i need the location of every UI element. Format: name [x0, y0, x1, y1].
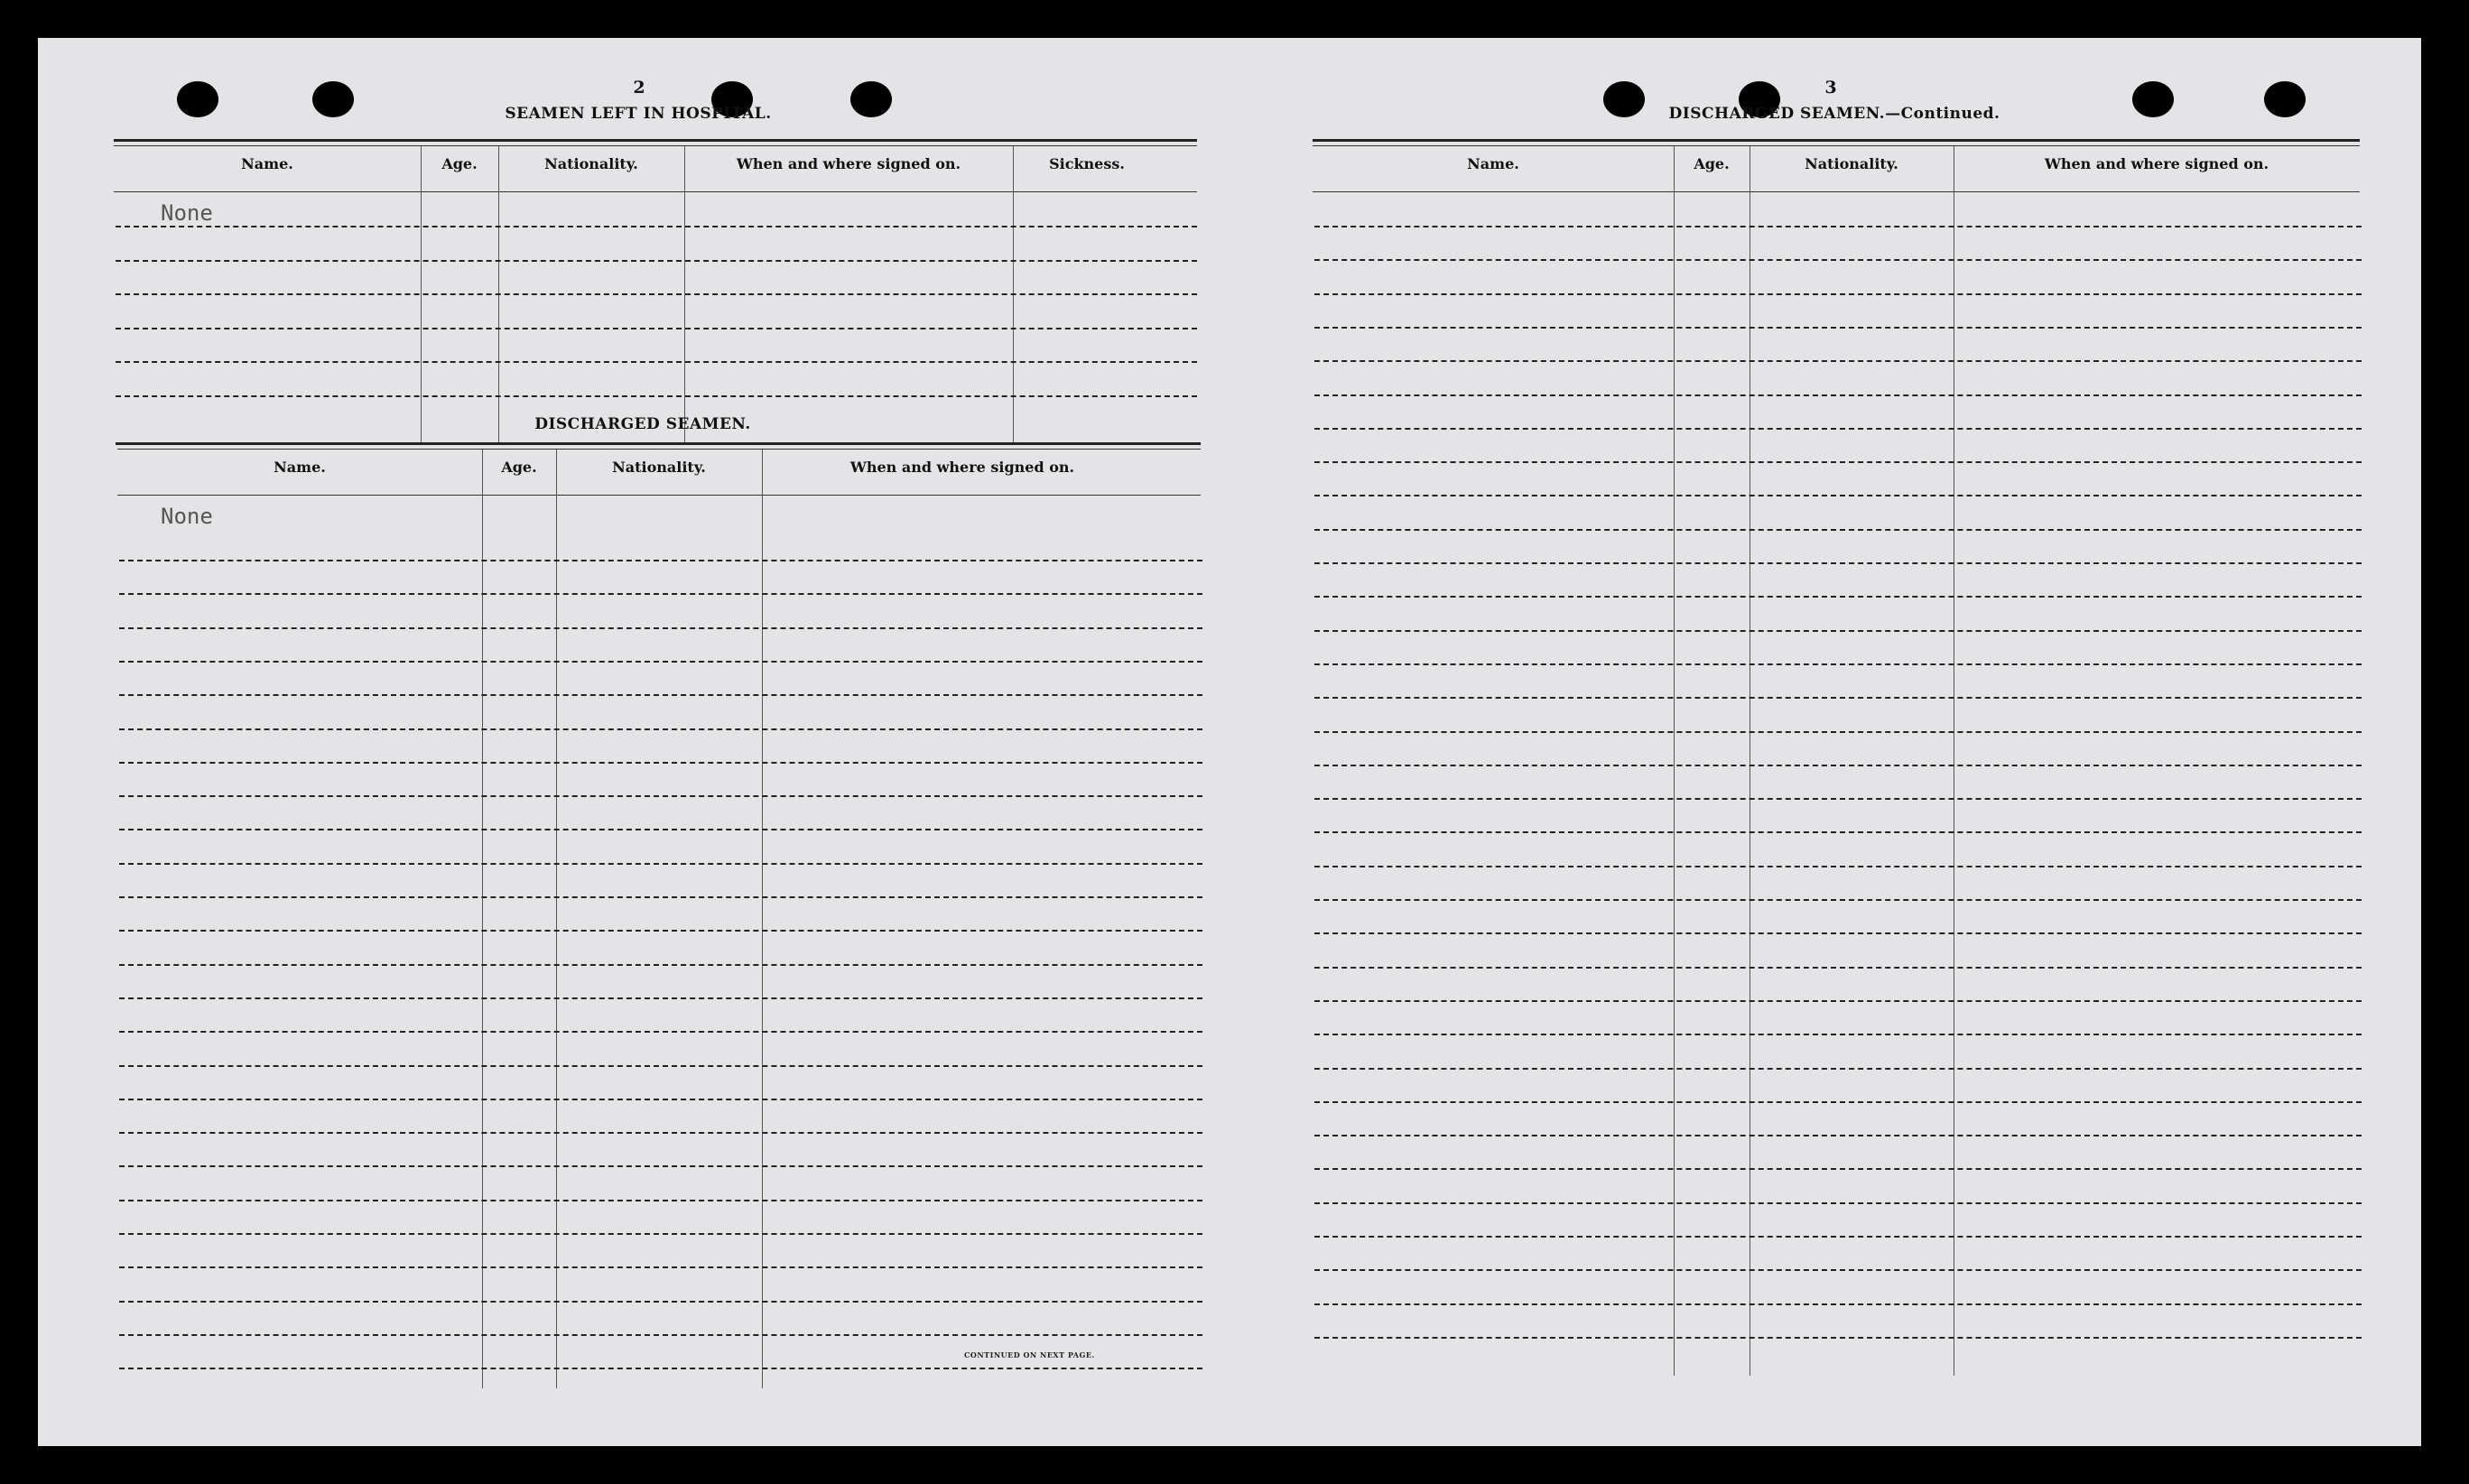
ruled-line [119, 1200, 1202, 1201]
ruled-line [1314, 1101, 2362, 1103]
ruled-line [1314, 1168, 2362, 1170]
ruled-line [119, 661, 1202, 663]
ruled-line [1314, 731, 2362, 733]
ruled-line [1314, 1337, 2362, 1339]
ruled-line [119, 593, 1202, 595]
discharged-col-age: Age. [501, 459, 537, 476]
page-number-left: 2 [633, 78, 645, 97]
right-section-title [1663, 105, 2006, 123]
ruled-line [1314, 765, 2362, 766]
page-number-right: 3 [1824, 78, 1837, 97]
hospital-entry-none: None [161, 200, 213, 226]
ruled-line [119, 1132, 1202, 1134]
ruled-line [1314, 1034, 2362, 1035]
ruled-line [116, 361, 1197, 363]
hospital-col-name: Name. [241, 155, 293, 172]
ruled-line [1314, 1202, 2362, 1204]
ruled-line [1314, 1236, 2362, 1238]
ruled-line [1314, 967, 2362, 969]
ruled-line [1314, 529, 2362, 531]
ruled-line [119, 1368, 1202, 1369]
ruled-line [116, 226, 1197, 227]
ruled-line [116, 260, 1197, 262]
punch-hole [850, 81, 892, 117]
ruled-line [116, 328, 1197, 329]
ruled-line [1314, 932, 2362, 934]
ruled-line [1314, 798, 2362, 800]
discharged-col-nationality: Nationality. [612, 459, 706, 476]
right-section-title-main: DISCHARGED SEAMEN. [1668, 105, 1886, 123]
hospital-section-title: SEAMEN LEFT IN HOSPITAL. [505, 105, 772, 123]
ruled-line [119, 930, 1202, 932]
ruled-line [116, 293, 1197, 295]
right-col-nationality: Nationality. [1805, 155, 1898, 172]
ruled-line [119, 694, 1202, 696]
ruled-line [1314, 663, 2362, 665]
ruled-line [1314, 1269, 2362, 1271]
ruled-line [1314, 293, 2362, 295]
discharged-col-name: Name. [274, 459, 326, 476]
ruled-line [119, 1165, 1202, 1167]
ruled-line [119, 964, 1202, 966]
ruled-line [119, 728, 1202, 730]
ruled-line [119, 1301, 1202, 1303]
discharged-entry-none: None [161, 504, 213, 529]
ruled-line [119, 829, 1202, 830]
ruled-line [119, 1065, 1202, 1067]
ruled-line [1314, 327, 2362, 329]
punch-hole [2132, 81, 2174, 117]
ruled-line [119, 863, 1202, 865]
ruled-line [1314, 394, 2362, 396]
right-col-age: Age. [1694, 155, 1730, 172]
ruled-line [1314, 1135, 2362, 1136]
ruled-line [119, 1099, 1202, 1100]
ruled-line [1314, 630, 2362, 632]
ruled-line [1314, 461, 2362, 463]
punch-hole [2264, 81, 2306, 117]
hospital-col-sickness: Sickness. [1049, 155, 1125, 172]
ruled-line [116, 395, 1197, 397]
right-top-rule [1313, 139, 2360, 142]
ruled-line [119, 762, 1202, 764]
ruled-line [119, 1266, 1202, 1268]
ruled-line [119, 627, 1202, 629]
ruled-line [1314, 1303, 2362, 1305]
right-col-name: Name. [1467, 155, 1519, 172]
hospital-col-nationality: Nationality. [544, 155, 638, 172]
ruled-line [1314, 226, 2362, 227]
ruled-line [1314, 697, 2362, 699]
discharged-section-title: DISCHARGED SEAMEN. [534, 415, 751, 433]
ledger-sheet [38, 38, 2421, 1446]
ruled-line [1314, 1000, 2362, 1002]
ruled-line [1314, 831, 2362, 833]
discharged-top-rule [117, 442, 1201, 445]
hospital-top-rule [114, 139, 1197, 142]
ruled-line [1314, 899, 2362, 901]
discharged-col-signed-on: When and where signed on. [849, 459, 1075, 476]
ruled-line [119, 997, 1202, 999]
ruled-line [1314, 495, 2362, 496]
ruled-line [119, 1031, 1202, 1033]
ruled-line [1314, 866, 2362, 867]
right-col-signed-on: When and where signed on. [2044, 155, 2269, 172]
ruled-line [119, 896, 1202, 898]
ruled-line [119, 560, 1202, 561]
ruled-line [1314, 596, 2362, 598]
punch-hole [312, 81, 354, 117]
ruled-line [119, 795, 1202, 797]
hospital-col-signed-on: When and where signed on. [736, 155, 961, 172]
ruled-line [1314, 1068, 2362, 1070]
ruled-line [1314, 428, 2362, 430]
continued-footer: CONTINUED ON NEXT PAGE. [964, 1350, 1095, 1359]
ruled-line [119, 1233, 1202, 1235]
ruled-line [1314, 562, 2362, 564]
ruled-line [1314, 259, 2362, 261]
ruled-line [1314, 360, 2362, 362]
punch-hole [1603, 81, 1645, 117]
right-section-title-suffix: —Continued. [1885, 105, 2000, 123]
hospital-col-age: Age. [441, 155, 478, 172]
ruled-line [119, 1334, 1202, 1336]
punch-hole [177, 81, 218, 117]
